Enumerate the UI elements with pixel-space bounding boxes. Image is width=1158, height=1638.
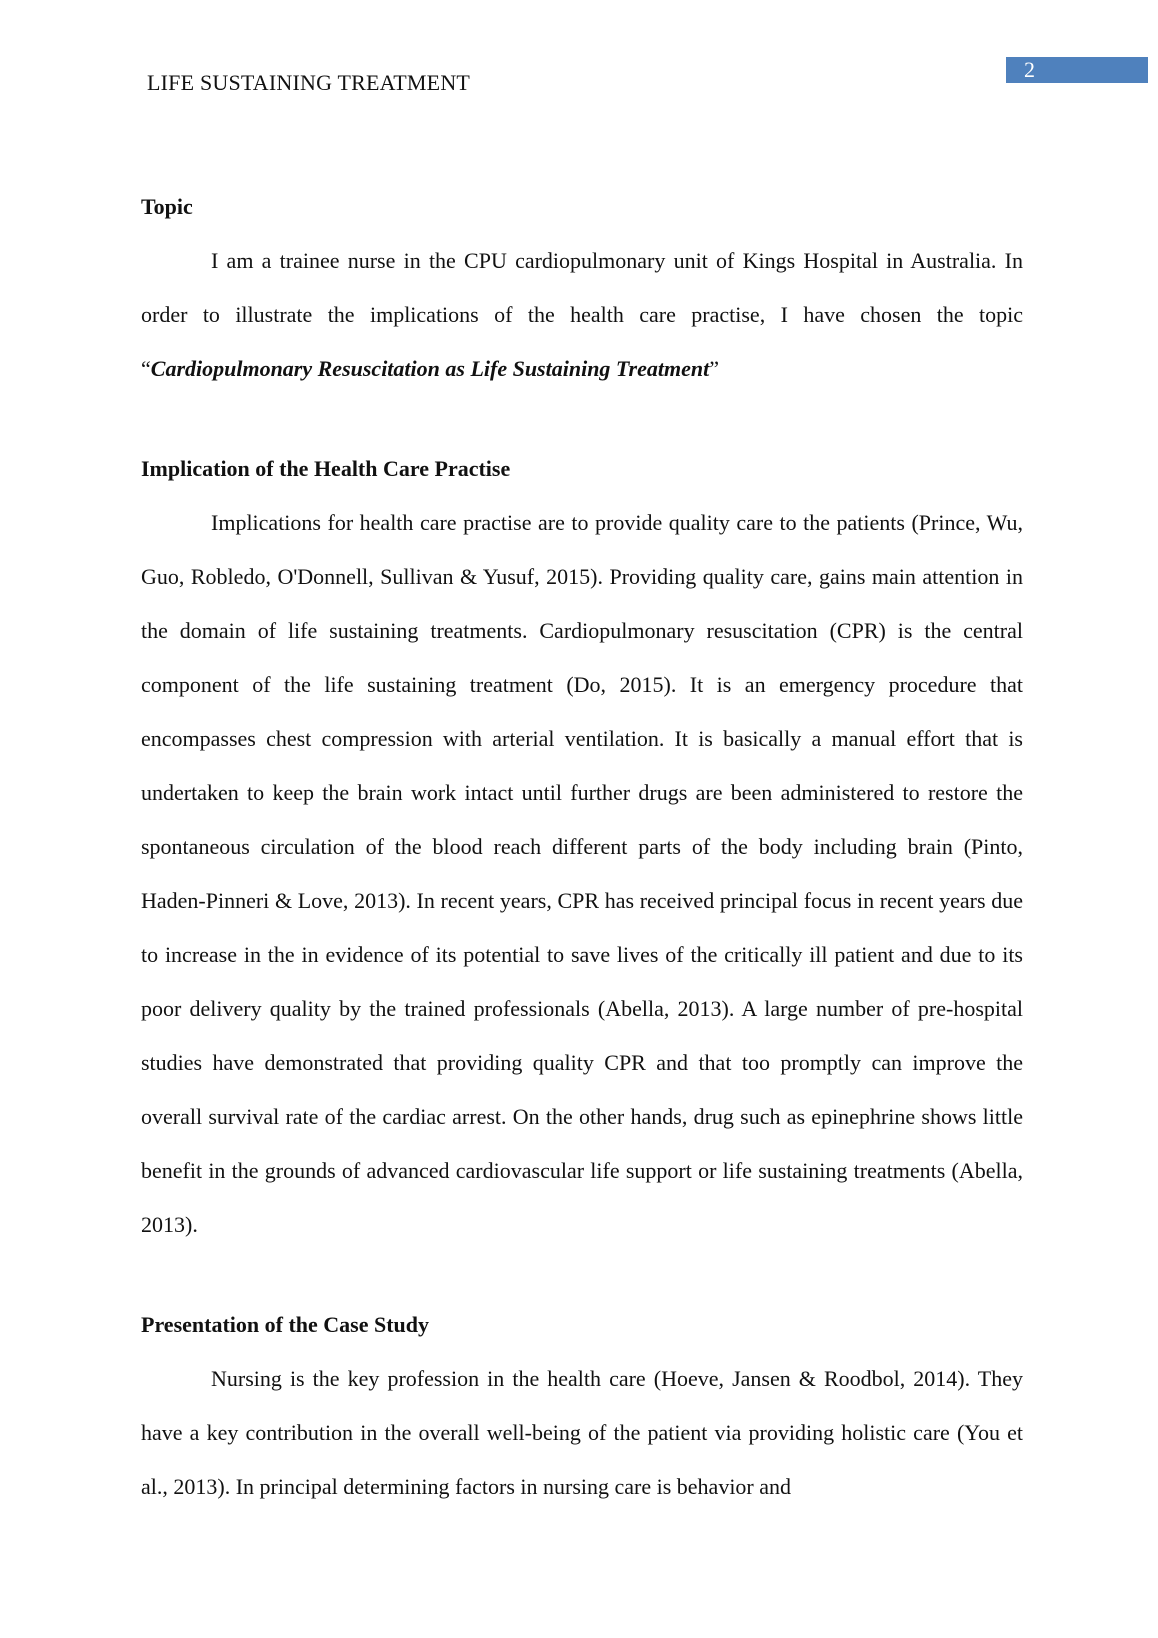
page-number-badge [1006, 57, 1148, 83]
page-number: 2 [1024, 57, 1035, 82]
topic-text: I am a trainee nurse in the CPU cardiopulmonary unit of Kings Hospital in Australia. In order to illustrate the implications of the health care practise, I have chosen the topic “ [141, 248, 1023, 381]
topic-paragraph [141, 234, 1023, 396]
running-head: LIFE SUSTAINING TREATMENT [147, 70, 471, 95]
document-body [141, 180, 1023, 1514]
section-heading-topic: Topic [141, 194, 193, 219]
section-heading-case-study: Presentation of the Case Study [141, 1312, 430, 1337]
section-heading-implication: Implication of the Health Care Practise [141, 456, 511, 481]
case-study-paragraph: Nursing is the key profession in the health care (Hoeve, Jansen & Roodbol, 2014). They have a key contribution in the overall well-being of the patient via providing holistic care (You et al., 2013). In principal determining factors in nursing care is behavior and [141, 1366, 1023, 1499]
implication-paragraph: Implications for health care practise are to provide quality care to the patients (Prince, Wu, Guo, Robledo, O'Donnell, Sullivan & Yusuf, 2015). Providing quality care, gains main attention in the domain of life sustaining treatments. Cardiopulmonary resuscitation (CPR) is the central component of the life sustaining treatment (Do, 2015). It is an emergency procedure that encompasses chest compression with arterial ventilation. It is basically a manual effort that is undertaken to keep the brain work intact until further drugs are been administered to restore the spontaneous circulation of the blood reach different parts of the body including brain (Pinto, Haden-Pinneri & Love, 2013). In recent years, CPR has received principal focus in recent years due to increase in the in evidence of its potential to save lives of the critically ill patient and due to its poor delivery quality by the trained professionals (Abella, 2013). A large number of pre-hospital studies have demonstrated that providing quality CPR and that too promptly can improve the overall survival rate of the cardiac arrest. On the other hands, drug such as epinephrine shows little benefit in the grounds of advanced cardiovascular life support or life sustaining treatments (Abella, 2013). [141, 510, 1023, 1237]
topic-closing-quote: ” [709, 356, 719, 381]
topic-title-emphasis: Cardiopulmonary Resuscitation as Life Sustaining Treatment [150, 356, 710, 381]
